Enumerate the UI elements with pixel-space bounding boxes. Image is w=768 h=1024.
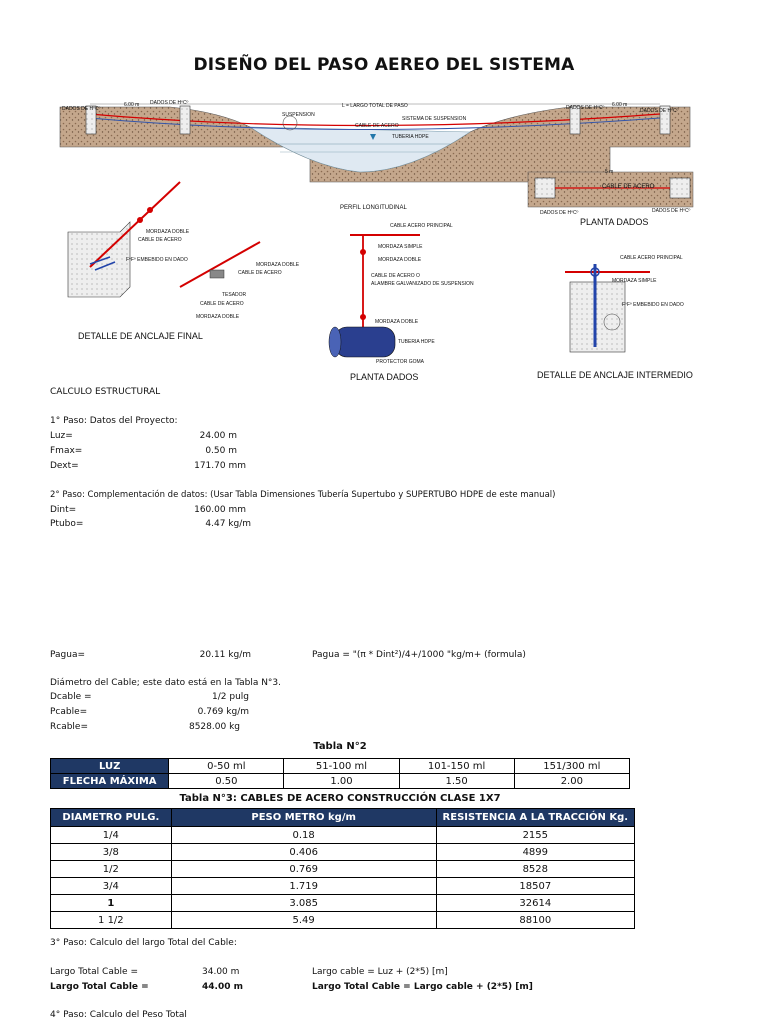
table-row [51,912,635,929]
label-dados-planta-r: DADOS DE HºCº [652,208,691,214]
tabla2-header-cell: 101-150 ml [399,759,514,774]
label-f-embebido-2: FºFº EMBEBIDO EN DADO [622,302,684,308]
luz-label: Luz= [50,431,73,441]
ltc2-value: 44.00 m [202,982,243,992]
tabla2-cell: FLECHA MÁXIMA [51,774,169,789]
tabla2-header-cell: 51-100 ml [284,759,399,774]
label-mordaza-doble-2: MORDAZA DOBLE [256,262,300,268]
label-detalle-intermedio: DETALLE DE ANCLAJE INTERMEDIO [537,370,693,380]
tabla3-cell: 3/4 [51,878,172,895]
label-suspension: SUSPENSION [282,112,315,118]
label-dados-left: DADOS DE HºCº [62,106,101,112]
label-dados-left2: DADOS DE HºCº [150,100,189,106]
tabla2-header-row [51,759,630,774]
label-mordaza-simple-2: MORDAZA SIMPLE [612,278,657,284]
label-tuberia-hdpe: TUBERIA HDPE [392,134,429,140]
tabla3-header-cell: RESISTENCIA A LA TRACCIÓN Kg. [436,809,634,827]
label-largo-total-paso: L = LARGO TOTAL DE PASO [342,103,408,109]
paso1-heading: 1° Paso: Datos del Proyecto: [50,416,178,426]
label-dist-left: 6.00 m [124,102,140,108]
pcable-label: Pcable= [50,707,88,717]
label-tesador: TESADOR [222,292,247,298]
label-mordaza-doble-1: MORDAZA DOBLE [146,229,190,235]
paso4-heading: 4° Paso: Calculo del Peso Total [50,1010,187,1020]
table-row [51,844,635,861]
ptubo-label: Ptubo= [50,519,84,529]
tabla2-cell: 0.50 [169,774,284,789]
tabla3-cell: 5.49 [171,912,436,929]
tabla3-cell: 2155 [436,827,634,844]
label-cable-acero-principal: CABLE ACERO PRINCIPAL [390,223,453,229]
tabla2-header-cell: LUZ [51,759,169,774]
tabla2-header-cell: 151/300 ml [514,759,629,774]
tabla3-cell: 1.719 [171,878,436,895]
tabla3-cell: 32614 [436,895,634,912]
label-cable-acero-1: CABLE DE ACERO [138,237,182,243]
tabla3-cell: 1/2 [51,861,172,878]
dint-value: 160.00 mm [194,505,246,515]
diam-note: Diámetro del Cable; este dato está en la Tabla N°3. [50,678,282,688]
label-planta-dados-bottom: PLANTA DADOS [350,372,419,382]
dcable-value: 1/2 pulg [212,692,249,702]
table-row [51,861,635,878]
tabla3-cell: 3.085 [171,895,436,912]
page-title: DISEÑO DEL PASO AEREO DEL SISTEMA [193,55,575,75]
fmax-value: 0.50 m [205,446,237,456]
tabla3-header-cell: PESO METRO kg/m [171,809,436,827]
tabla2-cell: 2.00 [514,774,629,789]
paso3-heading: 3° Paso: Calculo del largo Total del Cable: [50,938,237,948]
tabla2-header-cell: 0-50 ml [169,759,284,774]
label-mordaza-doble-5: MORDAZA DOBLE [375,319,419,325]
tabla3 [50,808,635,929]
label-cable-acero-principal-2: CABLE ACERO PRINCIPAL [620,255,683,261]
label-f-embebido: FºFº EMBEBIDO EN DADO [126,257,188,263]
label-tuberia-hdpe-2: TUBERIA HDPE [398,339,435,345]
label-detalle-final: DETALLE DE ANCLAJE FINAL [78,331,203,341]
tabla3-cell: 3/8 [51,844,172,861]
label-dados-planta-l: DADOS DE HºCº [540,210,579,216]
longitudinal-profile [60,104,690,182]
tabla2-cell: 1.00 [284,774,399,789]
pagua-formula: Pagua = "(π * Dint²)/4+/1000 "kg/m+ (formula) [312,650,526,660]
tabla3-cell: 1 1/2 [51,912,172,929]
tabla3-cell: 1 [51,895,172,912]
label-mordaza-doble-3: MORDAZA DOBLE [196,314,240,320]
tabla3-cell: 4899 [436,844,634,861]
label-planta-dados-top: PLANTA DADOS [580,217,649,227]
label-cable-acero-3: CABLE DE ACERO [200,301,244,307]
rcable-value: 8528.00 kg [188,722,240,732]
label-dim-5m: 5 m [605,169,614,175]
luz-value: 24.00 m [199,431,237,441]
label-cable-acero-planta: CABLE DE ACERO [602,184,655,190]
tabla3-cell: 18507 [436,878,634,895]
label-dados-right: DADOS DE HºCº [566,105,605,111]
label-dist-right: 6.00 m [612,102,628,108]
pagua-value: 20.11 kg/m [199,650,251,660]
label-cable-acero-o: CABLE DE ACERO O [371,273,420,279]
tabla2-cell: 1.50 [399,774,514,789]
tabla3-cell: 8528 [436,861,634,878]
tabla3-cell: 0.769 [171,861,436,878]
dint-label: Dint= [50,505,77,515]
label-cable-acero: CABLE DE ACERO [355,123,399,129]
pagua-label: Pagua= [50,650,86,660]
tabla3-caption: Tabla N°3: CABLES DE ACERO CONSTRUCCIÓN CLASE 1X7 [179,793,501,804]
ptubo-value: 4.47 kg/m [205,519,251,529]
label-mordaza-doble-4: MORDAZA DOBLE [378,257,422,263]
ltc1-formula: Largo cable = Luz + (2*5) [m] [312,967,448,977]
ltc1-value: 34.00 m [202,967,240,977]
tabla3-header-cell: DIAMETRO PULG. [51,809,172,827]
tabla3-cell: 1/4 [51,827,172,844]
ltc2-label: Largo Total Cable = [50,982,149,992]
paso2-heading: 2° Paso: Complementación de datos: (Usar Tabla Dimensiones Tubería Supertubo y SUPERTUBO HDPE de este manual) [50,490,556,500]
label-sistema-suspension: SISTEMA DE SUSPENSION [402,116,467,122]
label-alambre-galv: ALAMBRE GALVANIZADO DE SUSPENSION [371,281,474,287]
table-row [51,878,635,895]
tabla3-cell: 88100 [436,912,634,929]
calc-heading: CALCULO ESTRUCTURAL [50,387,161,397]
rcable-label: Rcable= [50,722,89,732]
dext-value: 171.70 mm [194,461,246,471]
tabla2-row [51,774,630,789]
fmax-label: Fmax= [50,446,83,456]
table-row [51,895,635,912]
dcable-label: Dcable = [50,692,92,702]
dext-label: Dext= [50,461,79,471]
tabla2-caption: Tabla N°2 [313,741,367,752]
label-perfil-longitudinal: PERFIL LONGITUDINAL [340,205,407,211]
tabla3-header-row [51,809,635,827]
label-mordaza-simple: MORDAZA SIMPLE [378,244,423,250]
pcable-value: 0.769 kg/m [197,707,249,717]
label-cable-acero-2: CABLE DE ACERO [238,270,282,276]
tabla3-cell: 0.18 [171,827,436,844]
label-dados-right2: DADOS DE HºCº [640,108,679,114]
tabla3-cell: 0.406 [171,844,436,861]
table-row [51,827,635,844]
label-protector-goma: PROTECTOR GOMA [376,359,424,365]
ltc2-formula: Largo Total Cable = Largo cable + (2*5) [m] [312,982,533,992]
tabla2 [50,758,630,789]
ltc1-label: Largo Total Cable = [50,967,138,977]
